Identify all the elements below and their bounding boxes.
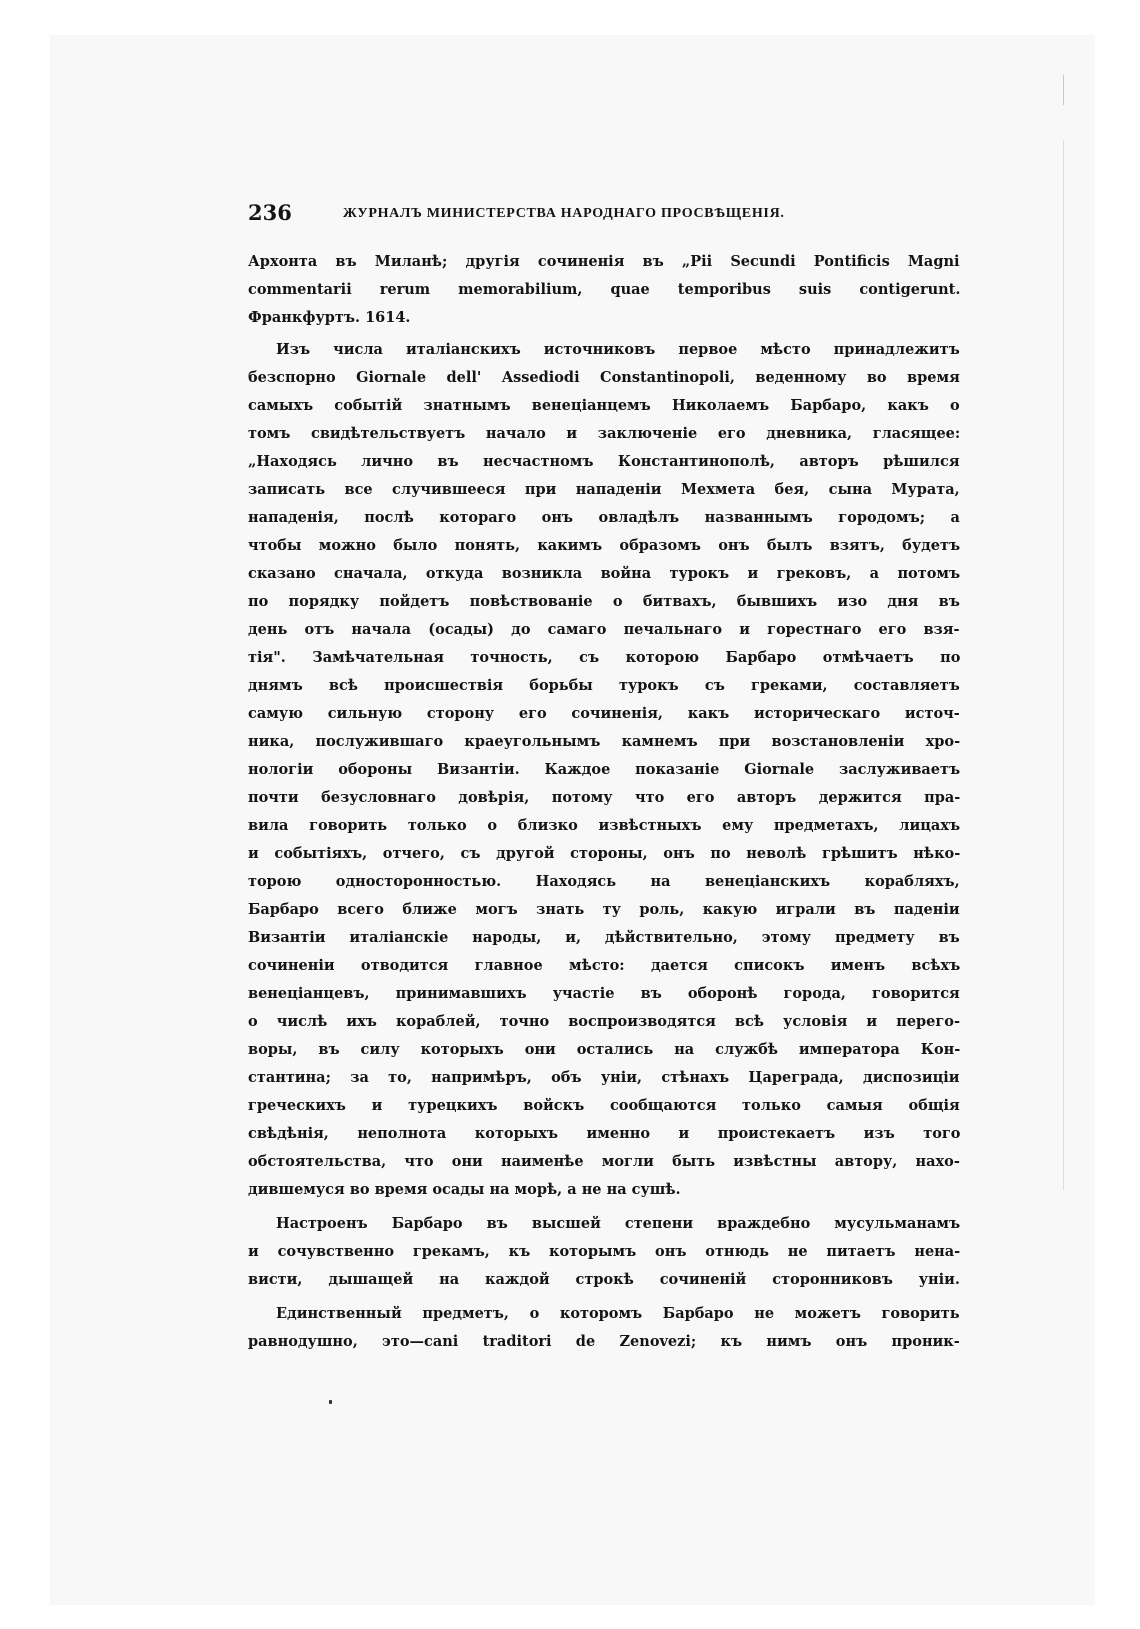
- text-body: [248, 250, 960, 1470]
- stray-ink-mark: [329, 1400, 332, 1404]
- text-line: почти безусловнаго довѣрія, потому что его авторъ держится пра-: [248, 789, 961, 806]
- text-line: днямъ всѣ происшествія борьбы турокъ съ греками, составляетъ: [248, 677, 960, 694]
- text-line: висти, дышащей на каждой строкѣ сочиненій сторонниковъ уніи.: [248, 1271, 960, 1288]
- text-line: греческихъ и турецкихъ войскъ сообщаются только самыя общія: [248, 1097, 960, 1114]
- text-line: Единственный предметъ, о которомъ Барбаро не можетъ говорить: [276, 1305, 960, 1322]
- text-line: чтобы можно было понять, какимъ образомъ онъ былъ взятъ, будетъ: [248, 537, 961, 554]
- page-header: [248, 200, 896, 230]
- text-line: сочиненіи отводится главное мѣсто: дается списокъ именъ всѣхъ: [248, 957, 961, 974]
- text-line: Архонта въ Миланѣ; другія сочиненія въ „Pii Secundi Pontificis Magni: [248, 253, 960, 270]
- text-line: Франкфуртъ. 1614.: [248, 309, 411, 326]
- page-edge-mark: [1063, 75, 1064, 105]
- text-line: стантина; за то, напримѣръ, объ уніи, стѣнахъ Цареграда, диспозиціи: [248, 1069, 960, 1086]
- text-line: нападенія, послѣ котораго онъ овладѣлъ названнымъ городомъ; а: [248, 509, 960, 526]
- running-title: ЖУРНАЛЪ МИНИСТЕРСТВА НАРОДНАГО ПРОСВѢЩЕНІЯ.: [343, 206, 785, 221]
- text-line: commentarii rerum memorabilium, quae temporibus suis contigerunt.: [248, 281, 961, 298]
- text-line: день отъ начала (осады) до самаго печальнаго и горестнаго его взя-: [248, 621, 960, 638]
- text-line: нологіи обороны Византіи. Каждое показаніе Giornale заслуживаетъ: [248, 761, 961, 778]
- page-number: 236: [248, 200, 292, 225]
- text-line: обстоятельства, что они наименѣе могли быть извѣстны автору, нахо-: [248, 1153, 960, 1170]
- text-line: сказано сначала, откуда возникла война турокъ и грековъ, а потомъ: [248, 565, 961, 582]
- text-line: свѣдѣнія, неполнота которыхъ именно и проистекаетъ изъ того: [248, 1125, 961, 1142]
- text-line: венеціанцевъ, принимавшихъ участіе въ оборонѣ города, говорится: [248, 985, 960, 1002]
- text-line: равнодушно, это—cani traditori de Zenovezi; къ нимъ онъ проник-: [248, 1333, 960, 1350]
- text-line: ника, послужившаго краеугольнымъ камнемъ при возстановленіи хро-: [248, 733, 961, 750]
- text-line: по порядку пойдетъ повѣствованіе о битвахъ, бывшихъ изо дня въ: [248, 593, 960, 610]
- text-line: и событіяхъ, отчего, съ другой стороны, онъ по неволѣ грѣшитъ нѣко-: [248, 845, 961, 862]
- text-line: самыхъ событій знатнымъ венеціанцемъ Николаемъ Барбаро, какъ о: [248, 397, 960, 414]
- text-line: томъ свидѣтельствуетъ начало и заключеніе его дневника, гласящее:: [248, 425, 961, 442]
- page-edge-mark: [1063, 140, 1064, 1190]
- text-line: Настроенъ Барбаро въ высшей степени враждебно мусульманамъ: [276, 1215, 961, 1232]
- text-line: Барбаро всего ближе могъ знать ту роль, какую играли въ паденіи: [248, 901, 960, 918]
- text-line: о числѣ ихъ кораблей, точно воспроизводятся всѣ условія и перего-: [248, 1013, 960, 1030]
- text-line: дившемуся во время осады на морѣ, а не на сушѣ.: [248, 1181, 681, 1198]
- text-line: и сочувственно грекамъ, къ которымъ онъ отнюдь не питаетъ нена-: [248, 1243, 961, 1260]
- text-line: записать все случившееся при нападеніи Мехмета бея, сына Мурата,: [248, 481, 960, 498]
- text-line: вила говорить только о близко извѣстныхъ ему предметахъ, лицахъ: [248, 817, 961, 834]
- text-line: самую сильную сторону его сочиненія, какъ историческаго источ-: [248, 705, 960, 722]
- text-line: Византіи италіанскіе народы, и, дѣйствительно, этому предмету въ: [248, 929, 960, 946]
- text-line: торою односторонностью. Находясь на венеціанскихъ корабляхъ,: [248, 873, 960, 890]
- text-line: безспорно Giornale dell' Assediodi Constantinopoli, веденному во время: [248, 369, 960, 386]
- text-line: тія". Замѣчательная точность, съ которою Барбаро отмѣчаетъ по: [248, 649, 961, 666]
- text-line: Изъ числа италіанскихъ источниковъ первое мѣсто принадлежитъ: [276, 341, 960, 358]
- text-line: „Находясь лично въ несчастномъ Константинополѣ, авторъ рѣшился: [248, 453, 960, 470]
- text-line: воры, въ силу которыхъ они остались на службѣ императора Кон-: [248, 1041, 961, 1058]
